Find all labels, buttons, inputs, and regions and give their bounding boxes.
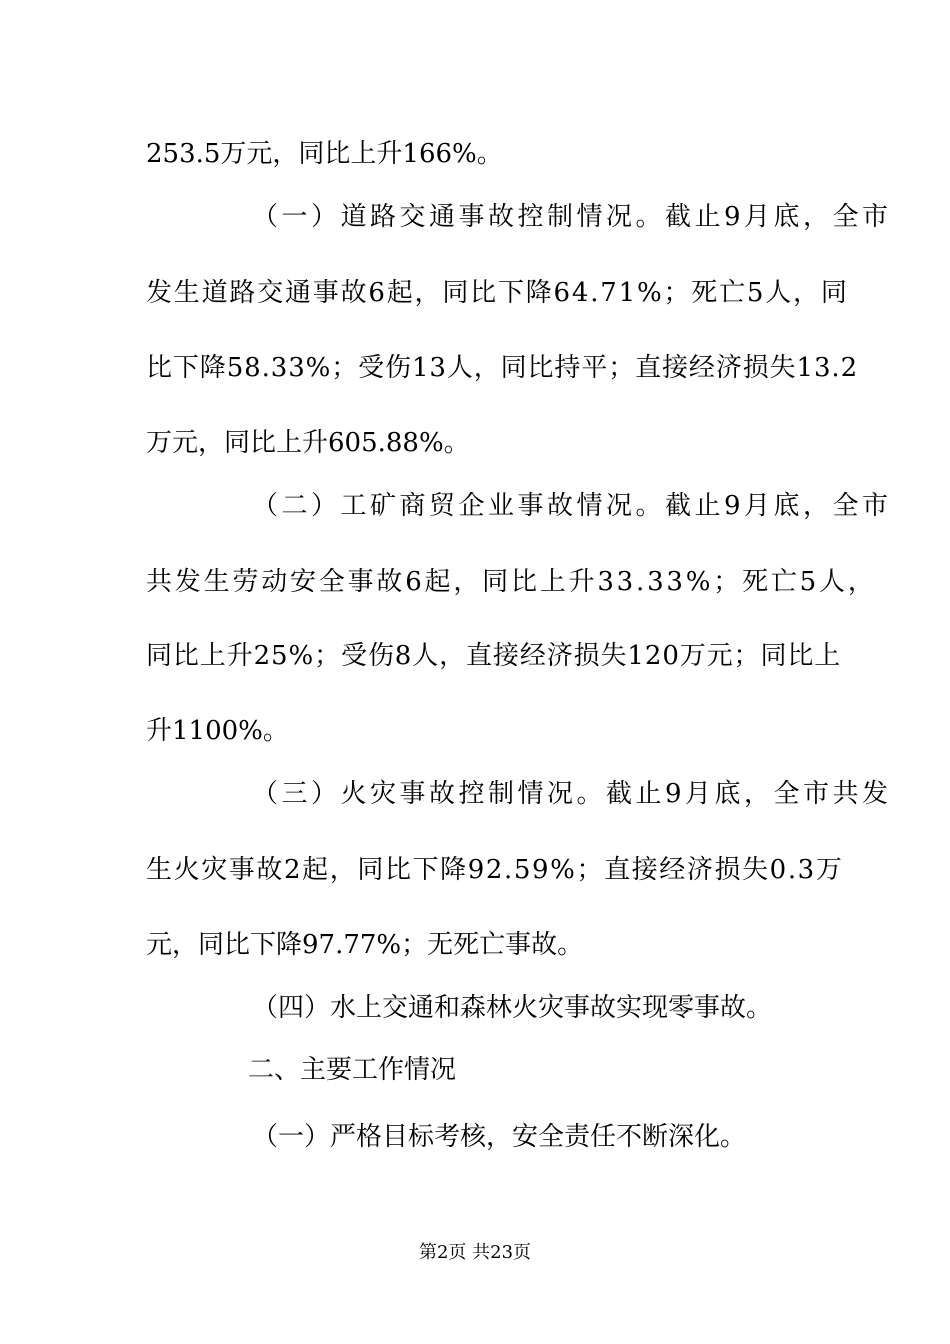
text-line-9: 升1100%。	[146, 716, 289, 746]
text-line-3: 发生道路交通事故6起，同比下降64.71%；死亡5人，同	[146, 278, 849, 308]
text-line-8: 同比上升25%；受伤8人，直接经济损失120万元；同比上	[146, 641, 842, 671]
text-line-1: 253.5万元，同比上升166%。	[146, 139, 503, 169]
section-heading: 二、主要工作情况	[248, 1055, 457, 1085]
page-indicator: 第2页 共23页	[418, 1242, 532, 1263]
text-line-2: （一）道路交通事故控制情况。截止9月底，全市	[252, 202, 892, 232]
text-line-7: 共发生劳动安全事故6起，同比上升33.33%；死亡5人，	[146, 567, 877, 597]
text-line-13: （四）水上交通和森林火灾事故实现零事故。	[252, 993, 773, 1023]
text-line-10: （三）火灾事故控制情况。截止9月底，全市共发	[252, 779, 892, 809]
text-line-5: 万元，同比上升605.88%。	[146, 428, 470, 458]
text-line-11: 生火灾事故2起，同比下降92.59%；直接经济损失0.3万	[146, 855, 844, 885]
text-line-4: 比下降58.33%；受伤13人，同比持平；直接经济损失13.2	[146, 353, 859, 383]
text-line-15: （一）严格目标考核，安全责任不断深化。	[252, 1122, 747, 1152]
text-line-6: （二）工矿商贸企业事故情况。截止9月底，全市	[252, 491, 892, 521]
text-line-12: 元，同比下降97.77%；无死亡事故。	[146, 930, 584, 960]
